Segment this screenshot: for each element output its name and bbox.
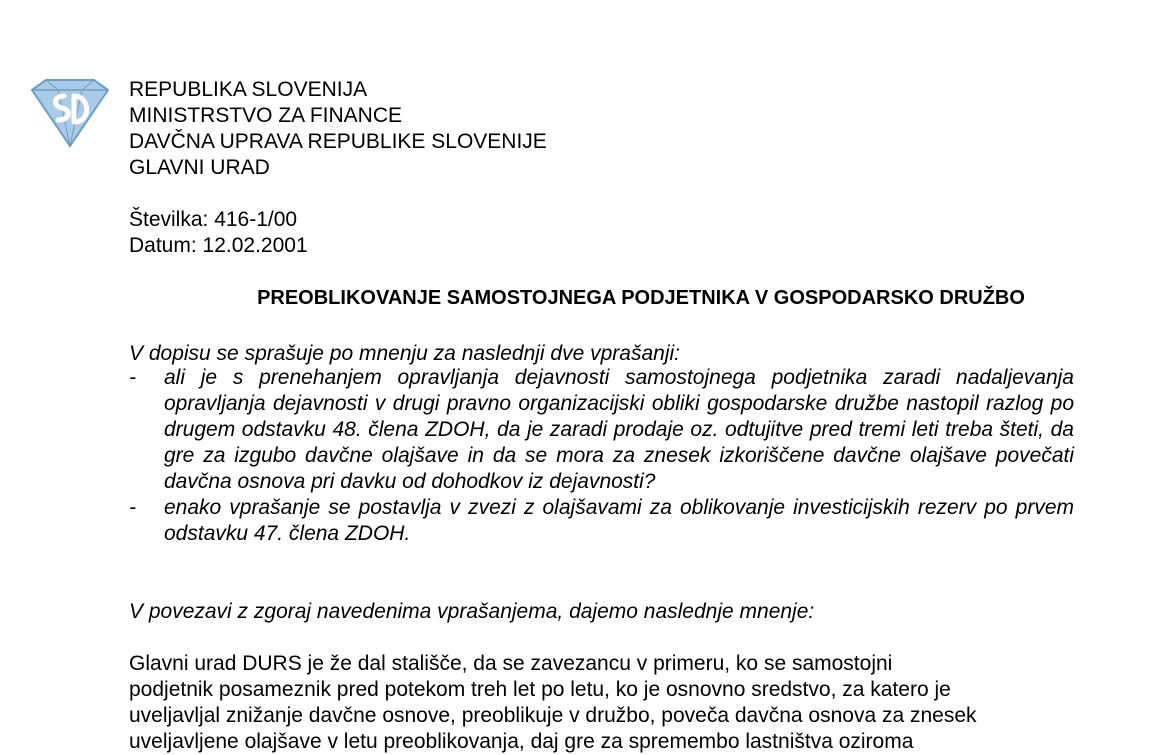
- list-dash: -: [129, 496, 136, 519]
- letterhead-line: REPUBLIKA SLOVENIJA: [129, 78, 368, 101]
- paragraph-line: Glavni urad DURS je že dal stališče, da se zavezancu v primeru, ko se samostojni: [129, 652, 893, 675]
- letterhead-line: GLAVNI URAD: [129, 156, 270, 179]
- question-text: ali je s prenehanjem opravljanja dejavnosti samostojnega podjetnika zaradi nadaljevanja opravljanja dejavnosti v drugi pravno organizacijski obliki gospodarske družbe nastopil razlog po drugem odstavku 48. člena ZDOH, da je zaradi prodaje oz. odtujitve pred tremi leti treba šteti, da gre za izgubo davčne olajšave in da se mora za znesek izkoriščene davčne olajšave povečati davčna osnova pri davku od dohodkov iz dejavnosti?: [164, 366, 1074, 493]
- letterhead-line: MINISTRSTVO ZA FINANCE: [129, 104, 403, 127]
- paragraph-line: podjetnik posameznik pred potekom treh let po letu, ko je osnovno sredstvo, za katero je: [129, 678, 951, 701]
- questions-intro: V dopisu se sprašuje po mnenju za naslednji dve vprašanji:: [129, 342, 680, 365]
- document-meta: [129, 207, 308, 259]
- opinion-intro: V povezavi z zgoraj navedenima vprašanjema, dajemo naslednje mnenje:: [129, 600, 815, 623]
- list-item: [129, 365, 1074, 495]
- paragraph-line: uveljavljene olajšave v letu preoblikovanja, daj gre za spremembo lastništva oziroma: [129, 730, 914, 753]
- letterhead-line: DAVČNA UPRAVA REPUBLIKE SLOVENIJE: [129, 130, 547, 153]
- letterhead: [129, 77, 547, 181]
- durs-logo-icon: [28, 78, 112, 150]
- list-item: [129, 495, 1074, 547]
- paragraph-line: uveljavljal znižanje davčne osnove, preoblikuje v družbo, poveča davčna osnova za znesek: [129, 704, 977, 727]
- document-title: PREOBLIKOVANJE SAMOSTOJNEGA PODJETNIKA V GOSPODARSKO DRUŽBO: [257, 287, 1025, 309]
- list-dash: -: [129, 366, 136, 389]
- question-text: enako vprašanje se postavlja v zvezi z olajšavami za oblikovanje investicijskih rezerv po prvem odstavku 47. člena ZDOH.: [164, 496, 1074, 545]
- document-date: Datum: 12.02.2001: [129, 234, 308, 257]
- questions-list: [129, 365, 1074, 547]
- document-number: Številka: 416-1/00: [129, 208, 298, 231]
- opinion-paragraph: [129, 651, 1074, 755]
